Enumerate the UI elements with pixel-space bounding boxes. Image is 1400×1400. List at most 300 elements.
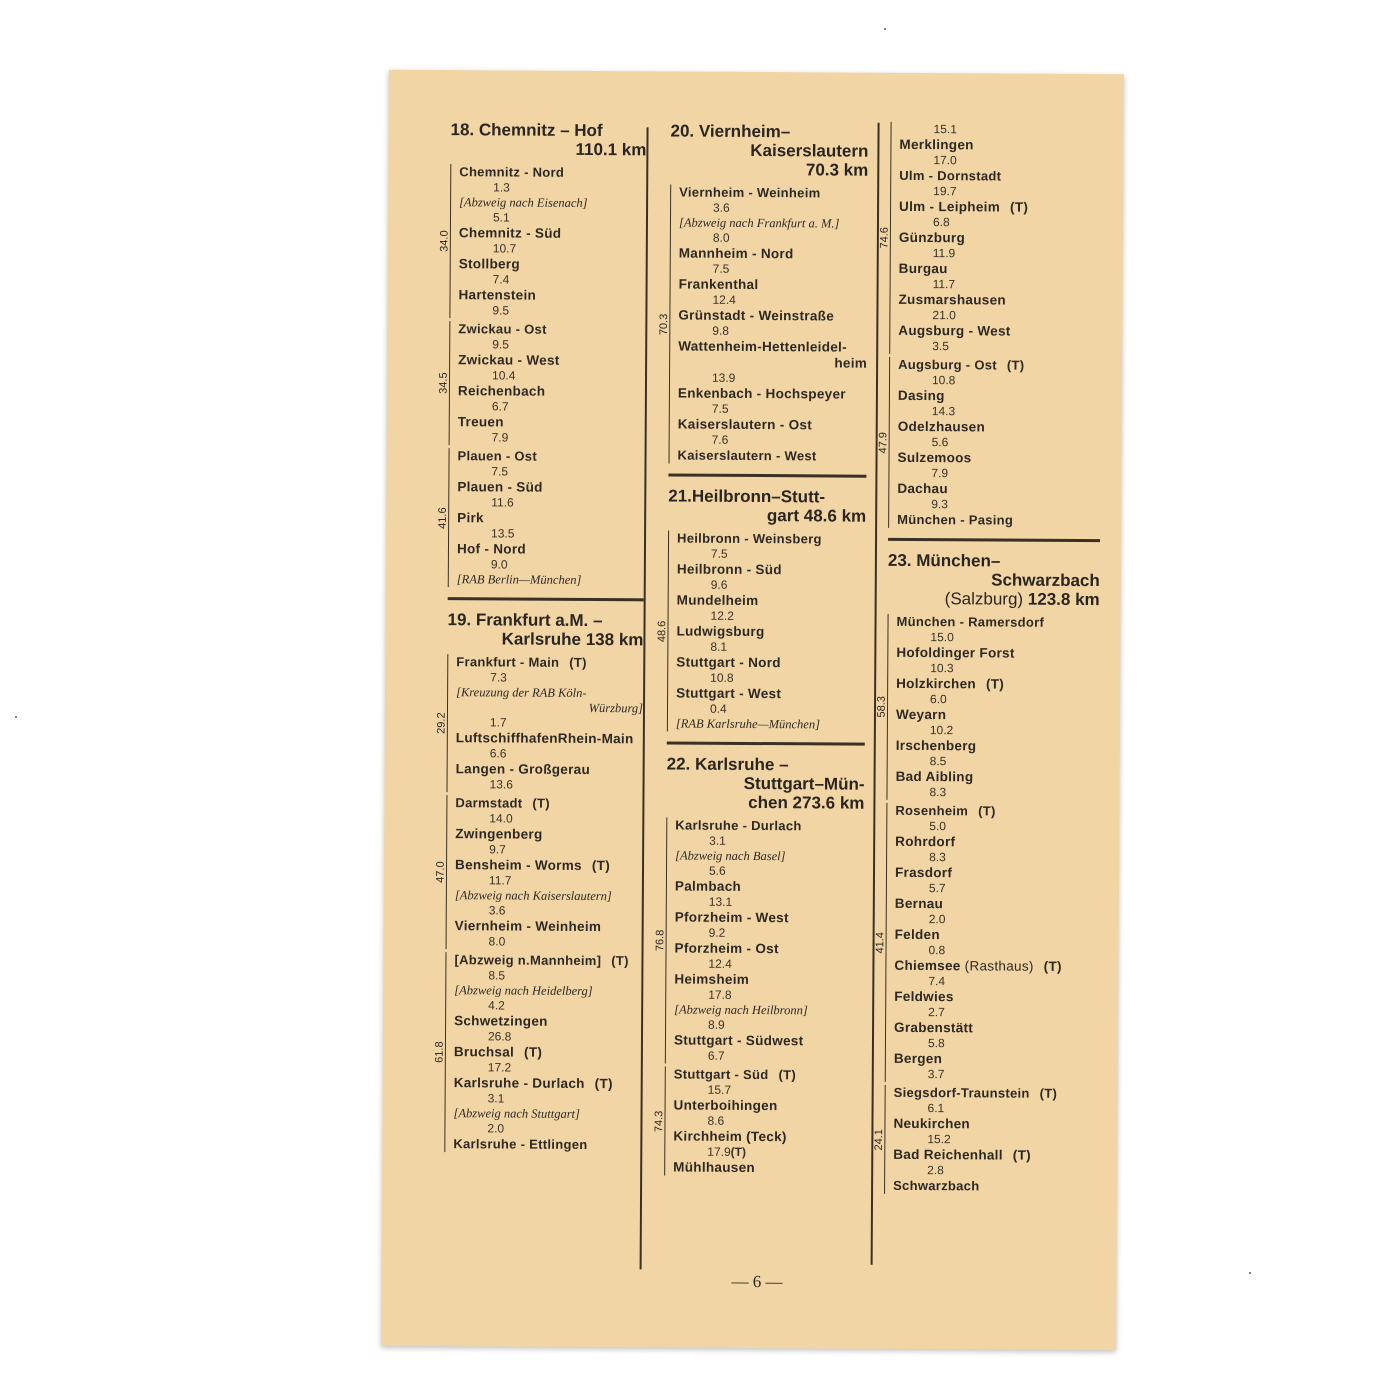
distance-value: 2.7 (928, 1005, 945, 1020)
station-name (674, 1033, 863, 1050)
station-label: Bensheim - Worms (455, 857, 582, 873)
route-title (888, 551, 1100, 609)
distance-value: 9.5 (492, 303, 510, 318)
distance-km (710, 640, 865, 656)
junction-note: [Kreuzung der RAB Köln- (456, 685, 587, 700)
station-name (895, 865, 1098, 882)
distance-km (491, 495, 644, 511)
distance-value: 8.6 (707, 1113, 725, 1128)
station-label: München - Pasing (897, 511, 1014, 528)
route-segment (654, 817, 864, 1064)
distance-km (708, 957, 863, 973)
station-label: Ulm - Leipheim (899, 198, 1001, 215)
station-label: Stuttgart - Süd (673, 1066, 769, 1083)
distance-value: 5.6 (931, 435, 949, 450)
station-label: Kaiserslautern - Ost (677, 416, 813, 433)
junction-note: [Abzweig nach Heilbronn] (674, 1002, 808, 1018)
station-label: Mühlhausen (673, 1159, 756, 1176)
station-label: Treuen (457, 414, 504, 430)
station-label: Viernheim - Weinheim (454, 918, 602, 935)
station-name (893, 1116, 1096, 1133)
distance-km (708, 1018, 863, 1034)
distance-km (712, 324, 867, 340)
station-label: Stollberg (458, 256, 520, 272)
station-label: Pforzheim - Ost (674, 940, 779, 957)
station-label: Pforzheim - West (674, 909, 789, 926)
distance-value: 11.6 (491, 495, 514, 510)
segment-total-km: 74.6 (878, 227, 891, 249)
station-label: Frankfurt - Main (456, 654, 560, 670)
station-label: Grabenstätt (894, 1019, 974, 1036)
station-label: Merklingen (899, 136, 974, 153)
distance-km (933, 246, 1102, 262)
distance-value: 21.0 (932, 308, 956, 323)
station-label: Stuttgart - Südwest (673, 1032, 804, 1049)
station-label: Hofoldinger Forst (896, 644, 1015, 661)
station-name (455, 857, 642, 874)
distance-value: 3.1 (709, 833, 726, 848)
station-name (896, 707, 1099, 724)
distance-value: 13.6 (489, 777, 513, 792)
station-name (676, 686, 865, 703)
route-title-line: 20. Viernheim– (670, 121, 791, 142)
distance-value: 3.5 (932, 339, 949, 354)
route-title-line: Schwarzbach (991, 570, 1100, 591)
route-segment (433, 952, 641, 1153)
station-name (894, 1020, 1097, 1037)
distance-km (711, 547, 866, 563)
station-name (679, 246, 868, 263)
distance-km (491, 464, 644, 480)
station-name (896, 769, 1099, 786)
station-label: Rosenheim (895, 802, 969, 819)
distance-value: 5.6 (708, 863, 726, 878)
station-label: Plauen - Süd (457, 479, 543, 495)
station-name (894, 1051, 1097, 1068)
distance-value: 8.3 (929, 785, 947, 800)
distance-km (711, 578, 866, 594)
distance-value: 10.7 (492, 241, 517, 256)
distance-value: 7.4 (928, 974, 946, 989)
distance-value: 6.7 (491, 399, 509, 414)
distance-value: 13.1 (708, 894, 733, 909)
route-title (670, 121, 868, 179)
distance-value: 9.5 (492, 337, 509, 352)
distance-value: 15.2 (927, 1132, 951, 1147)
distance-km (928, 1101, 1097, 1117)
distance-value: 17.2 (487, 1060, 512, 1075)
distance-value: 8.5 (488, 968, 506, 983)
station-note: (Rasthaus) (960, 958, 1034, 974)
route-segment (653, 1066, 863, 1176)
segment-total-km: 41.6 (436, 506, 449, 529)
route-title-line: Stuttgart–Mün- (743, 773, 865, 794)
distance-km (927, 1163, 1096, 1179)
distance-km (933, 184, 1102, 200)
distance-km (493, 180, 646, 196)
station-name (458, 352, 645, 369)
station-label: Grünstadt - Weinstraße (678, 307, 835, 324)
station-tag: (T) (978, 803, 996, 819)
station-name (894, 958, 1097, 975)
station-name (899, 199, 1102, 216)
station-name (893, 1147, 1096, 1164)
station-name (896, 614, 1099, 631)
station-name (894, 1085, 1097, 1102)
distance-value: 15.0 (930, 630, 954, 645)
route-title-line: 19. Frankfurt a.M. – (447, 610, 603, 631)
distance-km (709, 926, 864, 942)
station-label: Hof - Nord (456, 541, 527, 557)
station-label: Heilbronn - Süd (676, 561, 782, 578)
column-1 (433, 116, 647, 1156)
route-title-line: 23. München– (887, 550, 1001, 571)
distance-km (712, 433, 867, 449)
junction-note: [Abzweig nach Heidelberg] (454, 983, 593, 999)
distance-value: 9.3 (931, 497, 948, 512)
station-name (679, 185, 868, 202)
distance-value: 11.7 (488, 873, 512, 888)
station-name (456, 730, 643, 747)
distance-value: 10.8 (931, 373, 956, 388)
column-2 (653, 117, 869, 1179)
distance-value: 2.8 (927, 1163, 944, 1178)
distance-value: 12.4 (712, 292, 736, 307)
distance-value: 10.4 (491, 368, 516, 383)
distance-km (709, 864, 864, 880)
junction-note: Würzburg] (588, 700, 644, 716)
distance-value: 6.8 (932, 215, 950, 230)
distance-km (488, 998, 641, 1014)
distance-value: 5.7 (928, 881, 946, 896)
station-name (678, 355, 867, 372)
station-name (455, 918, 642, 935)
station-tag: (T) (524, 1044, 543, 1060)
station-name (453, 1136, 640, 1153)
station-label: Irschenberg (895, 737, 977, 754)
distance-km (929, 819, 1098, 835)
station-name (673, 1160, 862, 1177)
station-tag: (T) (591, 858, 611, 874)
column-3 (873, 119, 1103, 1198)
distance-km (489, 934, 642, 950)
route-title (668, 486, 866, 525)
distance-km (492, 430, 645, 446)
column-divider (871, 123, 880, 1265)
segment-total-km: 47.9 (877, 431, 890, 454)
distance-km (489, 811, 642, 827)
route-segment (438, 164, 646, 319)
speck (1249, 1272, 1251, 1274)
station-name (896, 738, 1099, 755)
station-label: Zusmarshausen (898, 291, 1006, 308)
station-name (457, 541, 644, 558)
route-segment (435, 654, 644, 793)
junction-note: [Abzweig nach Basel] (675, 848, 786, 864)
station-label: Mundelheim (676, 592, 759, 609)
distance-km (934, 122, 1103, 138)
station-label: Chiemsee (894, 957, 961, 974)
route-separator (668, 473, 866, 477)
distance-value: 17.0 (933, 153, 957, 168)
station-label: Chemnitz - Nord (459, 164, 565, 180)
junction-note: [RAB Karlsruhe—München] (675, 716, 821, 732)
speck (884, 28, 886, 30)
distance-km (489, 842, 642, 858)
route-separator (888, 538, 1100, 542)
distance-km (493, 210, 646, 226)
station-name (676, 624, 865, 641)
distance-value: 8.0 (712, 230, 730, 245)
distance-value: 5.0 (929, 819, 947, 834)
distance-value: 7.5 (712, 261, 730, 276)
distance-value: 7.6 (711, 432, 729, 447)
station-label: Mannheim - Nord (678, 245, 794, 262)
segment-total-km: 41.4 (874, 931, 887, 954)
station-name (678, 386, 867, 403)
station-name (896, 645, 1099, 662)
distance-value: 8.3 (929, 850, 946, 865)
distance-km (927, 1132, 1096, 1148)
distance-value: 17.8 (708, 987, 732, 1002)
distance-km (930, 754, 1099, 770)
distance-km (931, 466, 1100, 482)
station-name (899, 230, 1102, 247)
distance-km (490, 715, 643, 731)
station-label: Zwickau - West (458, 352, 560, 368)
station-label: Chemnitz - Süd (458, 225, 562, 241)
distance-km (933, 215, 1102, 231)
distance-km (932, 404, 1101, 420)
distance-value: 14.0 (489, 811, 513, 826)
station-label: Pirk (457, 510, 484, 526)
station-label: Darmstadt (455, 795, 523, 811)
distance-value: 15.1 (933, 122, 957, 137)
distance-value: 3.6 (713, 200, 730, 215)
station-label: Ludwigsburg (676, 623, 765, 640)
station-name (896, 676, 1099, 693)
station-name (677, 562, 866, 579)
distance-km (489, 777, 642, 793)
station-name (457, 448, 644, 465)
station-label: Felden (894, 926, 940, 943)
station-name (679, 277, 868, 294)
route-segment (878, 122, 1102, 355)
station-label: Zwingenberg (455, 826, 543, 842)
route-segment (436, 448, 645, 588)
station-label: Neukirchen (893, 1115, 971, 1132)
distance-value: 8.0 (488, 934, 506, 949)
station-name (895, 896, 1098, 913)
route-title-line: 22. Karlsruhe – (666, 754, 789, 775)
distance-value: 10.2 (929, 723, 954, 738)
station-name (678, 308, 867, 325)
route-segment (437, 321, 646, 446)
station-label: Ulm - Dornstadt (899, 167, 1002, 184)
distance-value: 6.6 (489, 746, 507, 761)
distance-value: 6.7 (707, 1048, 725, 1063)
distance-km (490, 670, 643, 686)
station-name (455, 826, 642, 843)
station-label: Reichenbach (457, 383, 546, 399)
distance-value: 0.4 (709, 701, 727, 716)
distance-value: 3.1 (487, 1091, 505, 1106)
segment-total-km: 70.3 (658, 313, 671, 335)
station-label: Zwickau - Ost (458, 321, 547, 337)
station-name (898, 323, 1101, 340)
distance-km (928, 1005, 1097, 1021)
distance-value: 19.7 (933, 184, 957, 199)
page-number: — 6 — (731, 1271, 783, 1292)
distance-km (707, 1114, 862, 1130)
distance-value: 11.9 (932, 246, 956, 261)
distance-km (713, 201, 868, 217)
distance-km (488, 968, 641, 984)
station-name (456, 761, 643, 778)
distance-km (488, 1091, 641, 1107)
distance-km (492, 399, 645, 415)
junction-note: [RAB Berlin—München] (456, 572, 582, 587)
station-name (458, 287, 645, 304)
distance-value: 2.0 (487, 1121, 505, 1136)
station-name (674, 941, 863, 958)
route-segment (873, 1084, 1097, 1195)
station-name (459, 256, 646, 273)
station-name (458, 383, 645, 400)
distance-km (932, 435, 1101, 451)
distance-value: 7.3 (490, 670, 507, 685)
route-separator (667, 741, 865, 745)
station-name (899, 168, 1102, 185)
distance-value: 8.1 (710, 639, 728, 654)
station-name (677, 593, 866, 610)
station-label: Palmbach (674, 878, 742, 894)
distance-value: 5.1 (492, 210, 510, 225)
distance-km (931, 497, 1100, 513)
route-title-line: chen 273.6 km (748, 792, 865, 813)
station-label: Bad Aibling (895, 768, 974, 785)
station-tag: (T) (611, 953, 629, 969)
route-title (666, 754, 864, 812)
station-label: Enkenbach - Hochspeyer (677, 385, 846, 402)
junction-note: [Abzweig nach Stuttgart] (453, 1106, 580, 1121)
distance-km (932, 339, 1101, 355)
station-label: Unterboihingen (673, 1097, 778, 1114)
station-label: Karlsruhe - Durlach (453, 1075, 585, 1091)
station-label: [Abzweig n.Mannheim] (454, 952, 602, 969)
station-name (459, 225, 646, 242)
route-title (447, 610, 643, 649)
station-name (454, 952, 641, 969)
station-label: Siegsdorf-Traunstein (893, 1084, 1030, 1101)
distance-km (493, 272, 646, 288)
station-label: Hartenstein (458, 287, 537, 303)
distance-km (492, 303, 645, 319)
distance-km (489, 873, 642, 889)
distance-value: 8.5 (929, 754, 947, 769)
distance-km (929, 881, 1098, 897)
route-title-line: Kaiserslautern (750, 140, 869, 161)
distance-value: 7.9 (491, 430, 509, 445)
station-name (455, 795, 642, 812)
distance-value: 15.7 (707, 1082, 732, 1097)
station-name (895, 927, 1098, 944)
station-tag: (T) (1039, 1085, 1058, 1101)
station-label: Weyarn (895, 706, 947, 723)
station-name (898, 419, 1101, 436)
route-title-line: Karlsruhe 138 km (501, 629, 644, 650)
distance-km (707, 1145, 862, 1161)
distance-km (708, 988, 863, 1004)
station-name (675, 910, 864, 927)
station-label: Odelzhausen (897, 418, 986, 435)
station-name (676, 655, 865, 672)
route-title-part: (Salzburg) (944, 589, 1028, 609)
distance-value: 11.7 (932, 277, 956, 292)
station-label: Bad Reichenhall (893, 1146, 1003, 1163)
distance-km (932, 373, 1101, 389)
distance-km (492, 337, 645, 353)
distance-value: 2.0 (928, 912, 946, 927)
distance-km (712, 293, 867, 309)
distance-value: 4.2 (488, 998, 505, 1013)
station-label: Plauen - Ost (457, 448, 538, 464)
distance-value: 7.9 (931, 466, 949, 481)
distance-km (710, 671, 865, 687)
distance-value: 7.5 (711, 401, 729, 416)
station-label: Sulzemoos (897, 449, 972, 466)
distance-km (709, 834, 864, 850)
route-segment (875, 613, 1099, 801)
station-name (897, 450, 1100, 467)
segment-total-km: 48.6 (656, 620, 669, 642)
distance-km (930, 723, 1099, 739)
distance-value: 3.7 (927, 1067, 945, 1082)
station-tag: (T) (569, 654, 587, 670)
distance-km (933, 153, 1102, 169)
station-label: Feldwies (894, 988, 954, 1005)
station-name (459, 164, 646, 181)
distance-value: 9.7 (489, 842, 506, 857)
station-name (674, 1067, 863, 1084)
speck (15, 716, 17, 718)
distance-km (929, 912, 1098, 928)
distance-value: 10.8 (710, 670, 734, 685)
station-label: Heimsheim (674, 971, 750, 987)
distance-value: 3.6 (488, 903, 506, 918)
station-label: Viernheim - Weinheim (679, 184, 821, 201)
distance-value: 13.5 (491, 526, 515, 541)
distance-km (929, 785, 1098, 801)
distance-value: 8.9 (708, 1017, 725, 1032)
station-name (458, 321, 645, 338)
station-name (674, 972, 863, 989)
distance-km (710, 702, 865, 718)
distance-km (711, 609, 866, 625)
distance-km (930, 661, 1099, 677)
distance-km (928, 1067, 1097, 1083)
segment-total-km: 29.2 (435, 712, 448, 734)
junction-note: [Abzweig nach Eisenach] (459, 195, 588, 210)
station-name (673, 1129, 862, 1146)
distance-km (487, 1121, 640, 1137)
station-label: Frasdorf (894, 864, 953, 881)
segment-total-km: 24.1 (873, 1128, 886, 1151)
distance-km (492, 368, 645, 384)
station-tag: (T) (730, 1144, 747, 1159)
segment-total-km: 47.0 (434, 861, 447, 883)
station-name (899, 261, 1102, 278)
